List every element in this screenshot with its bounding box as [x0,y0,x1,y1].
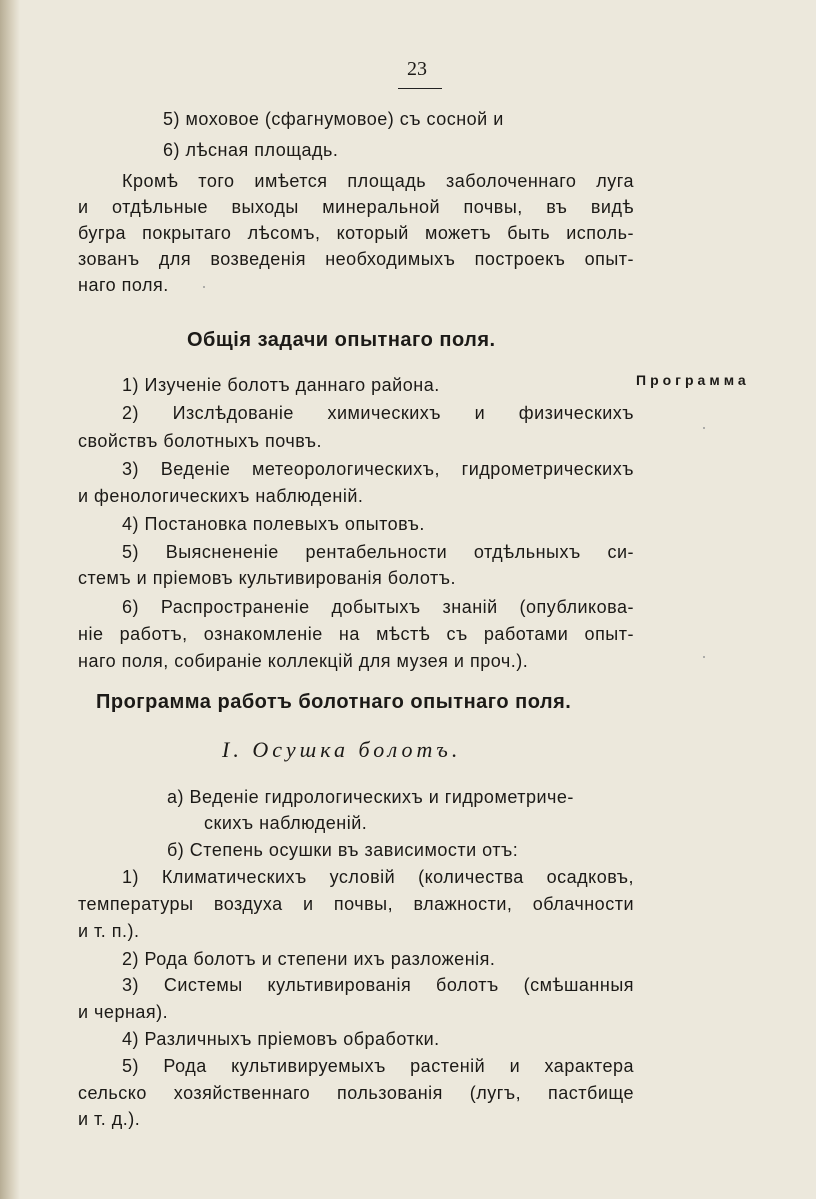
list-item: 4) Различныхъ пріемовъ обработки. [122,1029,440,1049]
paper-speck [703,427,705,429]
section-heading: Программа работъ болотнаго опытнаго поля. [96,691,572,713]
list-item: наго поля, собираніе коллекцій для музея и проч.). [78,651,529,671]
list-item: 2) Изслѣдованіе химическихъ и физическихъ [122,403,634,423]
subsection-title: I. Осушка болотъ. [222,737,462,762]
list-item: 6) Распространеніе добытыхъ знаній (опубликова- [122,597,634,617]
list-item: а) Веденіе гидрологическихъ и гидрометриче- [167,787,574,807]
page-edge-shadow [0,0,20,1199]
text-line: 5) моховое (сфагнумовое) съ сосной и [163,109,504,129]
list-item: 5) Выяснененіе рентабельности отдѣльныхъ си- [122,542,634,562]
page-number: 23 [407,58,427,80]
list-item: б) Степень осушки въ зависимости отъ: [167,840,519,860]
paragraph-line: Кромѣ того имѣется площадь заболоченнаго луга [122,171,634,191]
list-item: 1) Климатическихъ условій (количества осадковъ, [122,867,634,887]
list-item: свойствъ болотныхъ почвъ. [78,431,322,451]
list-item: температуры воздуха и почвы, влажности, облачности [78,894,634,914]
margin-note: Программа [636,372,750,388]
list-item: 3) Системы культивированія болотъ (смѣшанныя [122,975,634,995]
paper-speck [203,286,205,288]
section-heading: Общія задачи опытнаго поля. [187,329,496,351]
list-item: 4) Постановка полевыхъ опытовъ. [122,514,425,534]
paper-speck [703,656,705,658]
list-item: ніе работъ, ознакомленіе на мѣстѣ съ работами опыт- [78,624,634,644]
page-number-rule [398,88,442,89]
list-item: скихъ наблюденій. [204,813,368,833]
list-item: и фенологическихъ наблюденій. [78,486,364,506]
list-item: стемъ и пріемовъ культивированія болотъ. [78,568,456,588]
list-item: сельско хозяйственнаго пользованія (лугъ, пастбище [78,1083,634,1103]
list-item: и т. д.). [78,1109,141,1129]
list-item: 1) Изученіе болотъ даннаго района. [122,375,440,395]
list-item: и черная). [78,1002,169,1022]
text-line: 6) лѣсная площадь. [163,140,339,160]
paragraph-line: наго поля. [78,275,169,295]
paragraph-line: и отдѣльные выходы минеральной почвы, въ видѣ [78,197,634,217]
list-item: и т. п.). [78,921,140,941]
paragraph-line: бугра покрытаго лѣсомъ, который можетъ быть исполь- [78,223,634,243]
list-item: 5) Рода культивируемыхъ растеній и характера [122,1056,634,1076]
list-item: 3) Веденіе метеорологическихъ, гидрометрическихъ [122,459,634,479]
list-item: 2) Рода болотъ и степени ихъ разложенія. [122,949,496,969]
paragraph-line: зованъ для возведенія необходимыхъ построекъ опыт- [78,249,634,269]
